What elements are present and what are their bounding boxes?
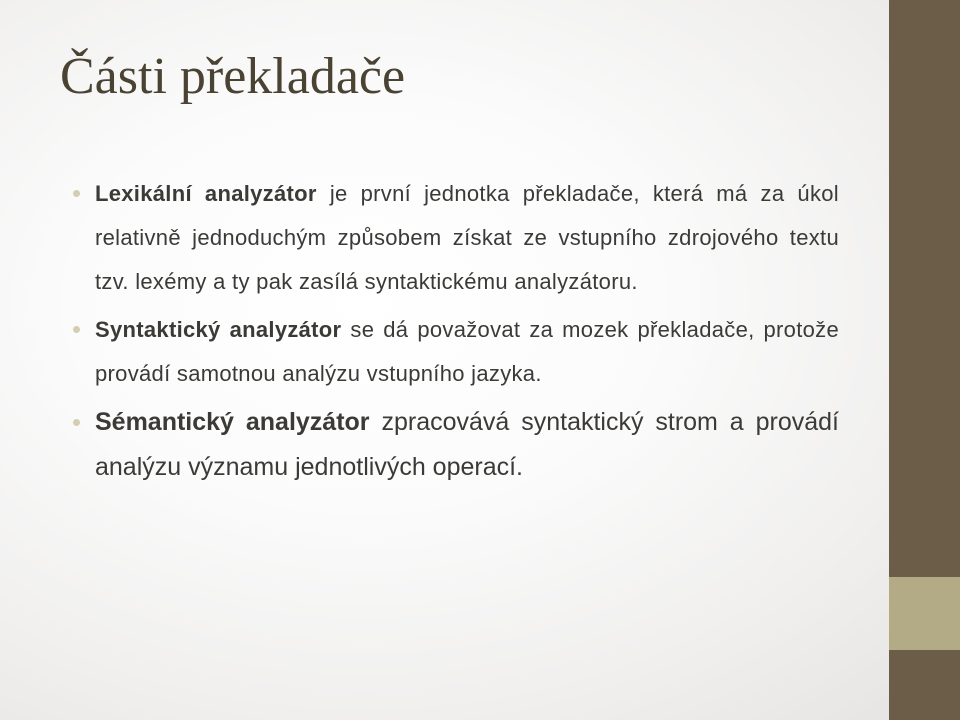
bullet-dot-icon [73,326,80,333]
side-accent-block [889,577,960,650]
bullet-dot-icon [73,190,80,197]
bullet-item-lexical [71,172,839,304]
bullet-item-semantic [71,400,839,490]
bullet-term: Syntaktický analyzátor [95,317,342,342]
bullet-dot-icon [73,419,80,426]
bullet-text: se dá považovat za mozek překladače, protože provádí samotnou analýzu vstupního jazyka. [95,317,839,386]
bullet-item-syntactic [71,308,839,396]
bullet-term: Sémantický analyzátor [95,408,370,436]
bullet-text: je první jednotka překladače, která má za úkol relativně jednoduchým způsobem získat ze vstupního zdrojového textu tzv. lexémy a ty pak zasílá syntaktickému analyzátoru. [95,181,839,294]
bullet-term: Lexikální analyzátor [95,181,317,206]
bullet-list [71,172,839,490]
bullet-text: zpracovává syntaktický strom a provádí analýzu významu jednotlivých operací. [95,408,839,481]
slide-title: Části překladače [60,48,406,105]
